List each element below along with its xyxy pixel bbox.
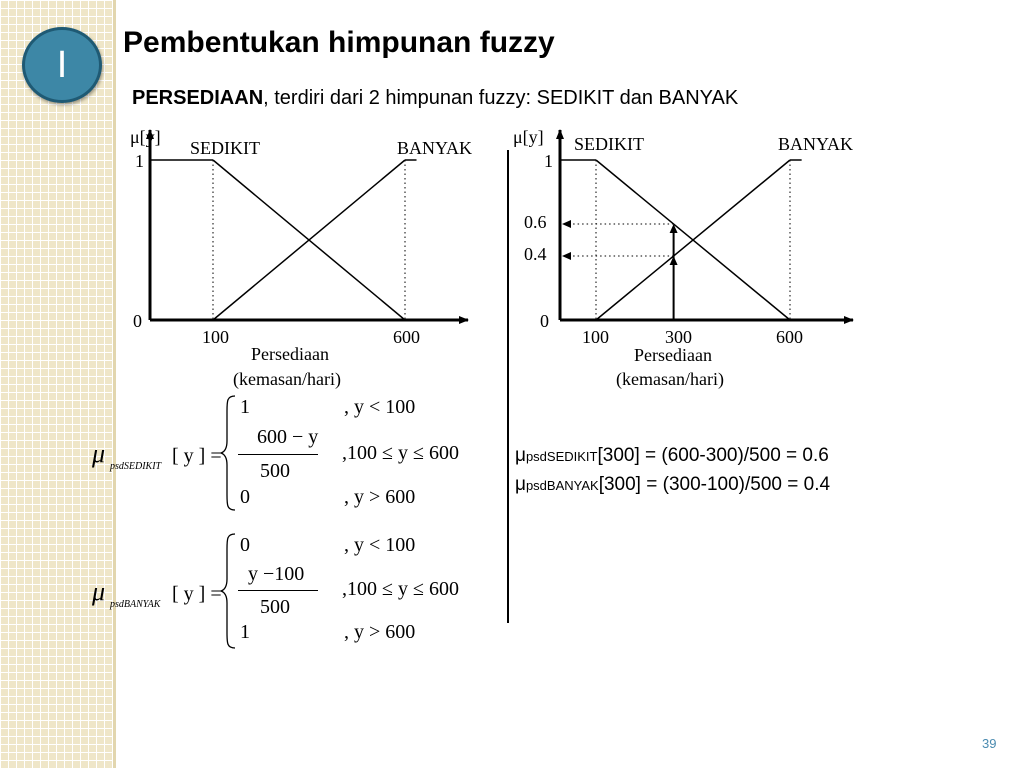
slide-title: Pembentukan himpunan fuzzy — [123, 26, 555, 59]
calc-subscript: psdBANYAK — [525, 478, 599, 493]
case1-value: 0 — [240, 534, 250, 556]
mu-subscript: psdBANYAK — [110, 599, 161, 610]
case2-denominator: 500 — [260, 460, 290, 482]
slide-subtitle — [132, 87, 738, 110]
calc-expression: [300] = (300-100)/500 = 0.4 — [598, 474, 831, 495]
case3-value: 0 — [240, 486, 250, 508]
mu-symbol: μ — [92, 439, 106, 468]
y-axis-label: μ[y] — [513, 127, 544, 147]
legend-banyak: BANYAK — [778, 134, 854, 154]
x-axis-label-line2: (kemasan/hari) — [233, 369, 341, 389]
fraction-bar — [238, 454, 318, 455]
projection-arrow-0-4 — [562, 252, 571, 260]
x-axis-label-line1: Persediaan — [251, 344, 329, 364]
left-brace — [220, 393, 238, 513]
calc-subscript: psdSEDIKIT — [525, 449, 598, 464]
legend-sedikit: SEDIKIT — [574, 134, 644, 154]
section-badge: I — [22, 27, 102, 103]
y-tick-1: 1 — [135, 151, 144, 171]
fraction-bar — [238, 590, 318, 591]
calc-expression: [300] = (600-300)/500 = 0.6 — [597, 445, 829, 466]
x-tick-100: 100 — [202, 327, 229, 347]
x-axis-label-line1: Persediaan — [634, 345, 712, 365]
legend-banyak: BANYAK — [397, 138, 473, 158]
calc-sedikit — [515, 445, 829, 467]
x-tick-300: 300 — [665, 327, 692, 347]
mu-subscript: psdSEDIKIT — [110, 461, 162, 472]
case3-value: 1 — [240, 621, 250, 643]
case2-denominator: 500 — [260, 596, 290, 618]
case2-numerator: y −100 — [248, 563, 305, 585]
x-axis-label-line2: (kemasan/hari) — [616, 369, 724, 389]
legend-sedikit: SEDIKIT — [190, 138, 260, 158]
mu-symbol: μ — [515, 445, 526, 466]
formula-banyak — [92, 531, 502, 656]
membership-chart-1 — [125, 125, 495, 390]
case1-value: 1 — [240, 396, 250, 418]
case2-condition: ,100 ≤ y ≤ 600 — [342, 442, 459, 464]
formula-sedikit — [92, 393, 502, 518]
y-axis-label: μ[y] — [130, 127, 161, 147]
left-brace — [220, 531, 238, 651]
argument: [ y ] = — [172, 583, 222, 605]
subtitle-bold: PERSEDIAAN — [132, 87, 264, 109]
x-tick-600: 600 — [393, 327, 420, 347]
column-divider — [507, 150, 509, 623]
case1-condition: , y < 100 — [344, 534, 416, 556]
y-tick-0-6: 0.6 — [524, 212, 547, 232]
membership-chart-2 — [510, 125, 880, 390]
y-tick-1: 1 — [544, 151, 553, 171]
x-tick-100: 100 — [582, 327, 609, 347]
case2-condition: ,100 ≤ y ≤ 600 — [342, 578, 459, 600]
case3-condition: , y > 600 — [344, 621, 416, 643]
case1-condition: , y < 100 — [344, 396, 416, 418]
case3-condition: , y > 600 — [344, 486, 416, 508]
projection-arrow-0-6 — [562, 220, 571, 228]
mu-symbol: μ — [515, 474, 526, 495]
page-number: 39 — [982, 736, 997, 751]
subtitle-rest: , terdiri dari 2 himpunan fuzzy: SEDIKIT dan BANYAK — [263, 87, 739, 109]
calc-banyak — [515, 474, 830, 496]
y-tick-0: 0 — [133, 311, 142, 331]
argument: [ y ] = — [172, 445, 222, 467]
y-tick-0: 0 — [540, 311, 549, 331]
case2-numerator: 600 − y — [257, 426, 319, 448]
y-tick-0-4: 0.4 — [524, 244, 547, 264]
x-tick-600: 600 — [776, 327, 803, 347]
mu-symbol: μ — [92, 577, 106, 606]
